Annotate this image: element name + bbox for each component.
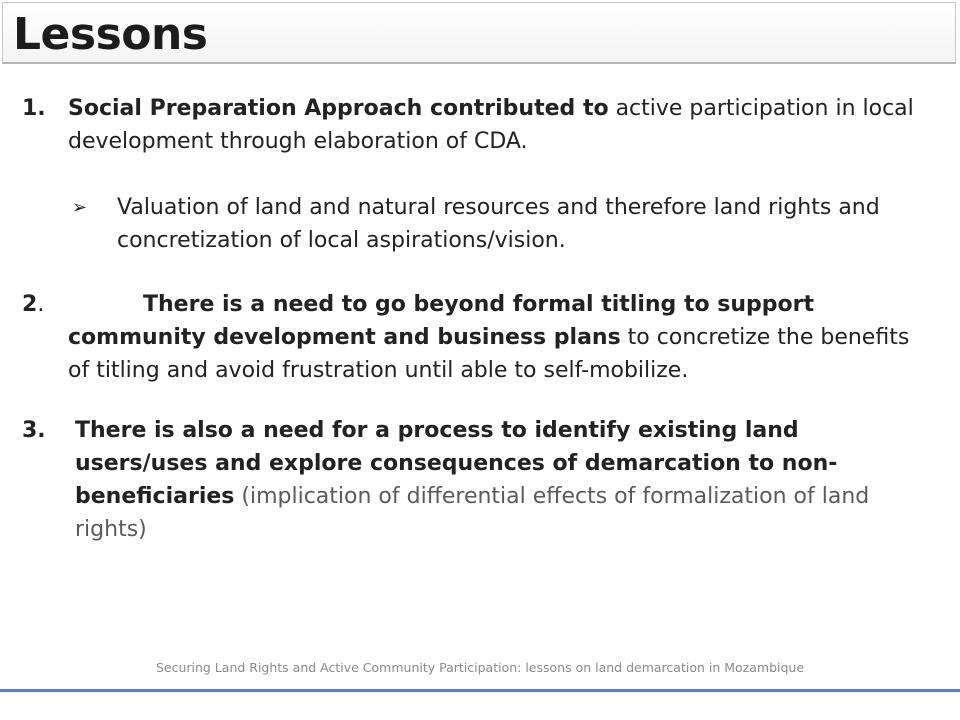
item-2-number: 2. <box>22 292 45 317</box>
sub-bullet-text: Valuation of land and natural resources and therefore land rights and concretization of local aspirations/vision. <box>117 195 880 253</box>
slide-title: Lessons <box>13 9 208 60</box>
arrow-bullet-icon: ➢ <box>72 197 88 218</box>
item-2-rest: to concretize the benefits of titling and avoid frustration until able to self-mobilize. <box>68 325 910 383</box>
item-2-text <box>0 288 918 387</box>
item-1-text <box>68 92 918 158</box>
item-1-bold: Social Preparation Approach contributed to <box>68 96 609 121</box>
item-3-number: 3. <box>22 418 46 443</box>
item-1-number: 1. <box>22 96 46 121</box>
item-1-rest: active participation in local development through elaboration of CDA. <box>68 96 914 154</box>
footer-text: Securing Land Rights and Active Community Participation: lessons on land demarcation in Mozambique <box>155 660 805 675</box>
title-bar <box>2 2 956 64</box>
item-3-rest: (implication of differential effects of formalization of land rights) <box>75 484 870 542</box>
item-2-bold: There is a need to go beyond formal titling to support community development and business plans <box>68 292 814 350</box>
item-3-bold: There is also a need for a process to identify existing land users/uses and explore consequences of demarcation to non-beneficiaries <box>75 418 838 509</box>
item-3-text <box>75 414 930 546</box>
footer-divider <box>0 689 960 692</box>
